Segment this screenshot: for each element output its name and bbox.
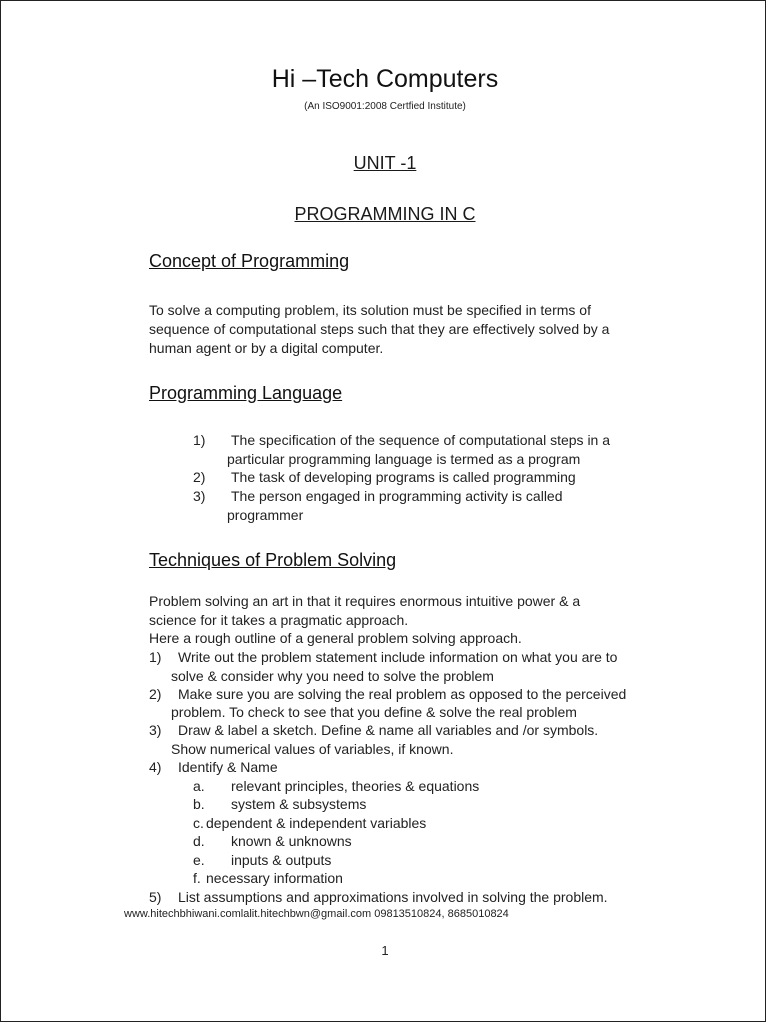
step-text: problem. To check to see that you define & solve the real problem bbox=[171, 704, 577, 720]
concept-line: sequence of computational steps such that they are effectively solved by a bbox=[149, 321, 610, 337]
step-number: 5) bbox=[149, 889, 162, 905]
subitem-letter: f. bbox=[193, 870, 201, 886]
concept-line: To solve a computing problem, its solution must be specified in terms of bbox=[149, 302, 591, 318]
subject-heading: PROGRAMMING IN C bbox=[294, 204, 476, 224]
language-item-text: programmer bbox=[227, 507, 304, 523]
language-item-text: The task of developing programs is called programming bbox=[231, 469, 576, 485]
page-subtitle: (An ISO9001:2008 Certfied Institute) bbox=[304, 101, 466, 112]
subitem-text: relevant principles, theories & equations bbox=[231, 778, 480, 794]
step-text: Make sure you are solving the real problem as opposed to the perceived bbox=[178, 686, 627, 702]
subitem-letter: d. bbox=[193, 833, 205, 849]
techniques-intro: Here a rough outline of a general problem solving approach. bbox=[149, 630, 522, 646]
step-number: 3) bbox=[149, 722, 162, 738]
techniques-intro: Problem solving an art in that it requires enormous intuitive power & a bbox=[149, 593, 581, 609]
subitem-text: dependent & independent variables bbox=[206, 815, 427, 831]
subitem-letter: a. bbox=[193, 778, 205, 794]
techniques-heading: Techniques of Problem Solving bbox=[149, 550, 397, 570]
language-item-number: 1) bbox=[193, 432, 206, 448]
page-number: 1 bbox=[381, 943, 389, 958]
subitem-text: system & subsystems bbox=[231, 796, 367, 812]
language-item-number: 3) bbox=[193, 488, 206, 504]
step-number: 1) bbox=[149, 649, 162, 665]
step-number: 4) bbox=[149, 759, 162, 775]
subitem-letter: b. bbox=[193, 796, 205, 812]
step-text: Identify & Name bbox=[178, 759, 278, 775]
language-item-number: 2) bbox=[193, 469, 206, 485]
subitem-text: known & unknowns bbox=[231, 833, 352, 849]
unit-heading: UNIT -1 bbox=[353, 153, 417, 173]
footer-contact: www.hitechbhiwani.comlalit.hitechbwn@gmail.com 09813510824, 8685010824 bbox=[124, 908, 509, 920]
concept-heading: Concept of Programming bbox=[149, 251, 350, 271]
step-text: Write out the problem statement include information on what you are to bbox=[178, 649, 618, 665]
subitem-letter: c. bbox=[193, 815, 204, 831]
language-heading: Programming Language bbox=[149, 383, 343, 403]
step-text: Draw & label a sketch. Define & name all variables and /or symbols. bbox=[178, 722, 599, 738]
step-text: Show numerical values of variables, if known. bbox=[171, 741, 454, 757]
language-item-text: The person engaged in programming activity is called bbox=[231, 488, 563, 504]
page-title: Hi –Tech Computers bbox=[271, 65, 499, 93]
step-number: 2) bbox=[149, 686, 162, 702]
subitem-text: necessary information bbox=[206, 870, 343, 886]
step-text: solve & consider why you need to solve the problem bbox=[171, 668, 494, 684]
concept-line: human agent or by a digital computer. bbox=[149, 340, 384, 356]
techniques-intro: science for it takes a pragmatic approach. bbox=[149, 612, 409, 628]
step-text: List assumptions and approximations involved in solving the problem. bbox=[178, 889, 608, 905]
language-item-text: The specification of the sequence of computational steps in a bbox=[231, 432, 611, 448]
subitem-text: inputs & outputs bbox=[231, 852, 332, 868]
language-item-text: particular programming language is termed as a program bbox=[227, 451, 581, 467]
subitem-letter: e. bbox=[193, 852, 205, 868]
